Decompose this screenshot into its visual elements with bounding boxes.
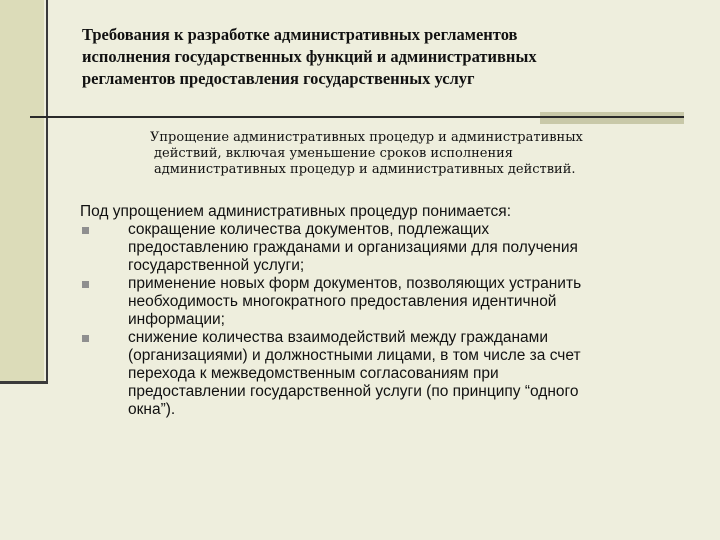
slide-title [82,24,682,90]
bullet-item [80,275,680,329]
bullet-line: информации; [128,311,225,328]
title-line: регламентов предоставления государственных услуг [82,69,475,88]
title-line: Требования к разработке административных регламентов [82,25,518,44]
slide-subtitle [150,130,710,178]
square-bullet-icon [82,227,89,234]
intro-text: Под упрощением административных процедур понимается: [80,203,512,220]
subtitle-line: Упрощение административных процедур и административных [150,130,583,145]
side-vertical-line [46,0,48,384]
bullet-item [80,329,680,419]
title-divider [30,116,684,118]
bullet-line: применение новых форм документов, позволяющих устранить [128,275,582,292]
side-band-decoration [0,0,44,384]
bullet-line: окна”). [128,401,176,418]
bullet-line: необходимость многократного предоставления идентичной [128,293,557,310]
bullet-item [80,221,680,275]
bullet-line: (организациями) и должностными лицами, в том числе за счет [128,347,581,364]
rule-accent-block [540,112,684,124]
bullet-line: сокращение количества документов, подлежащих [128,221,490,238]
bullet-line: предоставлению гражданами и организациями для получения [128,239,578,256]
subtitle-line: административных процедур и административных действий. [154,162,576,177]
slide-body [80,203,680,419]
bullet-line: государственной услуги; [128,257,305,274]
bullet-line: снижение количества взаимодействий между гражданами [128,329,548,346]
side-base-line [0,381,48,384]
title-line: исполнения государственных функций и административных [82,47,537,66]
subtitle-line: действий, включая уменьшение сроков исполнения [154,146,513,161]
square-bullet-icon [82,335,89,342]
bullet-line: предоставлении государственной услуги (по принципу “одного [128,383,579,400]
bullet-line: перехода к межведомственным согласованиям при [128,365,499,382]
square-bullet-icon [82,281,89,288]
